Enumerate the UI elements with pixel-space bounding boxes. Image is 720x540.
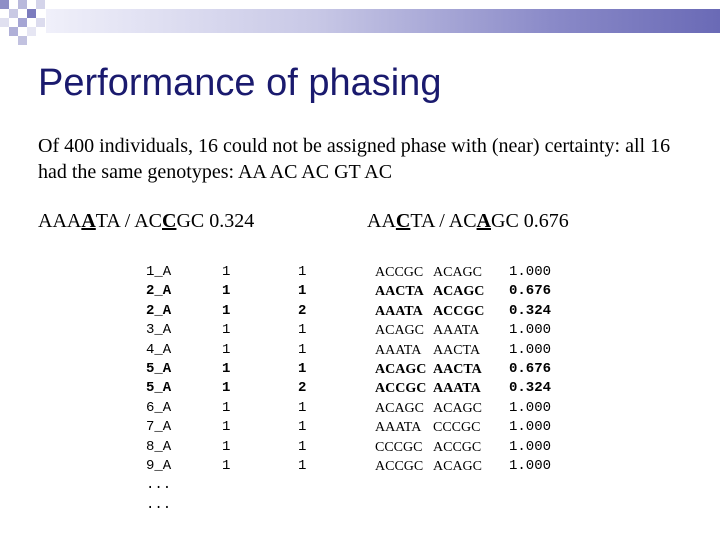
- table-cell: [509, 496, 551, 515]
- column-individual-id: [146, 263, 171, 515]
- table-cell: CCCGC: [375, 439, 423, 455]
- table-cell: ACAGC: [433, 400, 483, 416]
- column-genotype-1: [375, 263, 426, 515]
- table-cell: 0.324: [509, 380, 552, 397]
- table-cell: 1: [298, 341, 307, 358]
- deco-square: [9, 9, 18, 18]
- table-cell: AAATA: [433, 381, 481, 397]
- table-cell: 2_A: [146, 283, 172, 300]
- table-cell: 1.000: [509, 322, 552, 339]
- table-cell: ACAGC: [433, 458, 483, 474]
- haplotype-pair-right: [367, 210, 569, 233]
- table-cell: ACAGC: [375, 400, 425, 416]
- haplotype-pair-left: [38, 210, 254, 233]
- table-cell: 0.676: [509, 360, 552, 377]
- table-cell: 1.000: [509, 264, 552, 280]
- deco-square: [36, 18, 45, 27]
- table-cell: 1: [222, 264, 231, 280]
- header-gradient-bar: [46, 9, 720, 33]
- table-cell: 1.000: [509, 438, 552, 455]
- table-cell: [298, 476, 306, 495]
- table-cell: 0.676: [509, 283, 552, 300]
- table-cell: 1: [222, 283, 231, 300]
- hap-highlight: C: [395, 210, 411, 232]
- hap-text: AAA: [38, 210, 82, 232]
- table-cell: 4_A: [146, 341, 172, 358]
- header-decoration: [0, 0, 720, 50]
- hap-text: TA / AC: [95, 210, 162, 232]
- table-cell: 1: [222, 457, 231, 474]
- column-haplotype-a: [222, 263, 230, 515]
- table-cell: ACCGC: [375, 458, 424, 474]
- table-cell: ACCGC: [433, 303, 485, 319]
- table-cell: 1: [298, 360, 307, 377]
- intro-paragraph: Of 400 individuals, 16 could not be assigned phase with (near) certainty: all 16 had the same genotypes: AA AC AC GT AC: [38, 135, 671, 183]
- hap-text: TA / AC: [410, 210, 477, 232]
- table-cell: 1.000: [509, 457, 552, 474]
- deco-square: [27, 27, 36, 36]
- table-cell: AAATA: [375, 420, 422, 436]
- deco-square: [18, 0, 27, 9]
- deco-square: [18, 18, 27, 27]
- deco-square: [0, 18, 9, 27]
- hap-text: GC 0.324: [176, 210, 255, 232]
- column-haplotype-b: [298, 263, 306, 515]
- table-cell: 7_A: [146, 419, 172, 436]
- table-cell: 1: [222, 322, 231, 339]
- table-cell: [298, 496, 306, 515]
- table-cell: 1: [298, 457, 307, 474]
- column-genotype-2: [433, 263, 484, 515]
- table-cell: CCCGC: [433, 420, 481, 436]
- table-cell: 1: [222, 380, 231, 397]
- table-cell: AAATA: [375, 303, 423, 319]
- table-cell: [433, 496, 484, 515]
- table-cell: 1: [222, 302, 231, 319]
- table-cell: 2: [298, 302, 307, 319]
- table-cell: 1: [222, 341, 231, 358]
- table-cell: 9_A: [146, 457, 172, 474]
- table-cell: AACTA: [433, 361, 482, 377]
- hap-highlight: A: [81, 210, 96, 232]
- table-cell: ACCGC: [375, 265, 424, 280]
- hap-text: GC 0.676: [491, 210, 569, 232]
- table-cell: 1_A: [146, 264, 172, 280]
- table-cell: 1: [298, 438, 307, 455]
- deco-square: [9, 27, 18, 36]
- table-cell: 1: [222, 399, 231, 416]
- table-cell: 1.000: [509, 341, 552, 358]
- table-cell: 1.000: [509, 399, 552, 416]
- table-cell: [509, 476, 551, 495]
- deco-square: [36, 0, 45, 9]
- table-cell: [375, 476, 426, 495]
- slide-title: Performance of phasing: [38, 62, 442, 104]
- deco-square: [0, 0, 9, 9]
- table-cell: ...: [146, 496, 172, 513]
- table-cell: [222, 476, 230, 495]
- table-cell: 1: [298, 399, 307, 416]
- table-cell: AAATA: [375, 342, 422, 358]
- table-cell: 1: [298, 419, 307, 436]
- hap-highlight: C: [162, 210, 177, 232]
- table-cell: ACAGC: [433, 265, 483, 280]
- deco-square: [27, 9, 36, 18]
- table-cell: 6_A: [146, 399, 172, 416]
- table-cell: ACAGC: [375, 323, 425, 339]
- table-cell: 1: [222, 438, 231, 455]
- table-cell: 1: [222, 419, 231, 436]
- table-cell: ACAGC: [433, 284, 485, 300]
- table-cell: 1: [222, 360, 231, 377]
- hap-highlight: A: [476, 210, 491, 232]
- hap-text: AA: [367, 210, 396, 232]
- table-cell: [375, 496, 426, 515]
- table-cell: [222, 496, 230, 515]
- table-cell: AACTA: [433, 342, 481, 358]
- table-cell: 1: [298, 283, 307, 300]
- table-cell: 3_A: [146, 322, 172, 339]
- table-cell: 1.000: [509, 419, 552, 436]
- table-cell: 1: [298, 264, 307, 280]
- table-cell: 5_A: [146, 360, 172, 377]
- column-probability: [509, 263, 551, 515]
- table-cell: AAATA: [433, 323, 480, 339]
- table-cell: 0.324: [509, 302, 552, 319]
- table-cell: 1: [298, 322, 307, 339]
- table-cell: 2: [298, 380, 307, 397]
- table-cell: ACCGC: [375, 381, 427, 397]
- table-cell: 2_A: [146, 302, 172, 319]
- deco-square: [18, 36, 27, 45]
- table-cell: ...: [146, 477, 172, 494]
- table-cell: ACCGC: [433, 439, 482, 455]
- table-cell: 8_A: [146, 438, 172, 455]
- table-cell: [433, 476, 484, 495]
- table-cell: 5_A: [146, 380, 172, 397]
- table-cell: AACTA: [375, 284, 424, 300]
- table-cell: ACAGC: [375, 361, 427, 377]
